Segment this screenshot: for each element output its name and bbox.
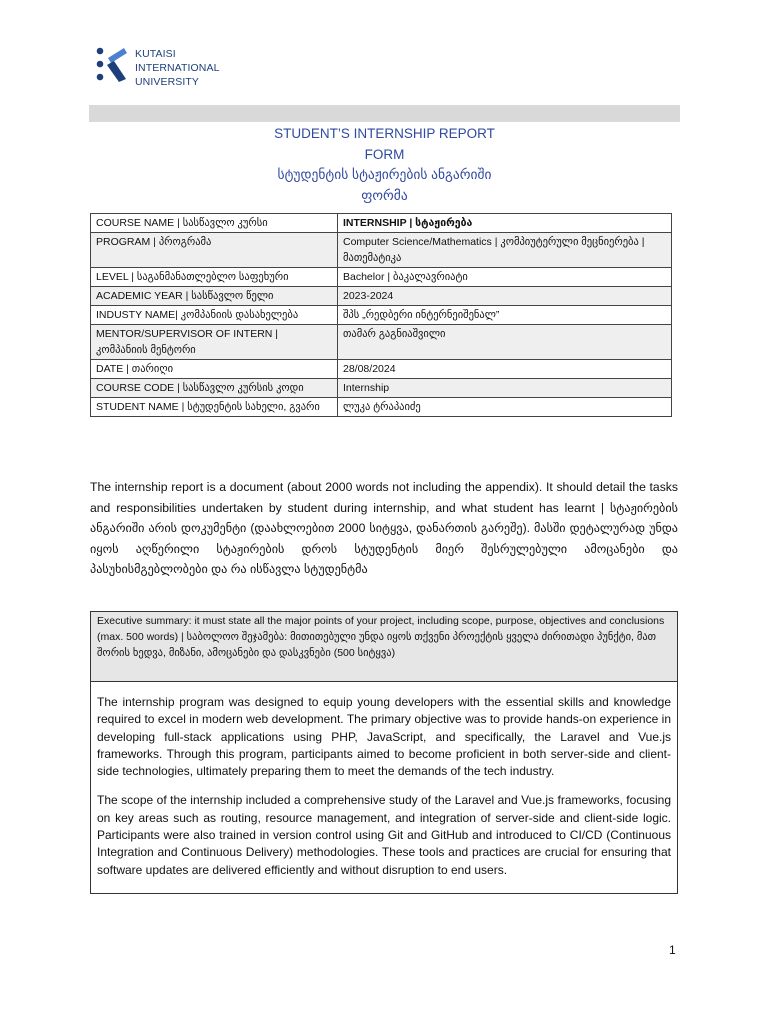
table-value: 2023-2024 xyxy=(338,287,672,306)
report-title xyxy=(89,124,680,206)
course-info-table xyxy=(90,213,672,417)
title-line-1: STUDENT’S INTERNSHIP REPORT xyxy=(274,126,495,141)
table-value: ლუკა ტრაპაიძე xyxy=(338,398,672,417)
report-instructions: The internship report is a document (about 2000 words not including the appendix). It should detail the tasks and responsibilities undertaken by student during internship, and what student has learnt | სტაჟირების ანგარიში არის დოკუმენტი (დაახლოებით 2000 სიტყვა, დანართის გარეშე). მასში დეტალურად უნდა იყოს აღწერილი სტაჟირების დროს სტუდენტის მიერ შესრულებული ამოცანები და პასუხისმგებლობები და რა ისწავლა სტუდენტმა xyxy=(90,480,678,576)
executive-summary-body xyxy=(91,682,677,893)
table-label: LEVEL | საგანმანათლებლო საფეხური xyxy=(91,268,338,287)
title-line-3: სტუდენტის სტაჟირების ანგარიში xyxy=(277,167,492,182)
table-label: COURSE CODE | სასწავლო კურსის კოდი xyxy=(91,379,338,398)
table-row xyxy=(91,306,672,325)
summary-paragraph-2: The scope of the internship included a comprehensive study of the Laravel and Vue.js frameworks, focusing on key areas such as routing, resource management, and integration of server-side and client-side logic. Participants were also trained in version control using Git and GitHub and introduced to CI/CD (Continuous Integration and Continuous Delivery) methodologies. These tools and practices are crucial for ensuring that software updates are delivered efficiently and without disruption to end users. xyxy=(97,793,671,877)
table-value: შპს „რედბერი ინტერნეიშენალ” xyxy=(338,306,672,325)
executive-summary-box xyxy=(90,611,678,894)
page-number: 1 xyxy=(669,943,676,957)
title-line-2: FORM xyxy=(364,146,405,162)
table-label: PROGRAM | პროგრამა xyxy=(91,233,338,268)
table-row xyxy=(91,268,672,287)
summary-paragraph-1: The internship program was designed to equip young developers with the essential skills and knowledge required to excel in modern web development. The primary objective was to provide hands-on experience in developing full-stack applications using PHP, JavaScript, and specifically, the Laravel and Vue.js frameworks. Through this program, participants aimed to become proficient in both server-side and client-side technologies, ultimately preparing them to meet the demands of the tech industry. xyxy=(97,695,671,779)
logo-line-2: INTERNATIONAL xyxy=(135,62,220,74)
table-row xyxy=(91,325,672,360)
table-value: თამარ გაგნიაშვილი xyxy=(338,325,672,360)
table-row xyxy=(91,214,672,233)
table-value: Computer Science/Mathematics | კომპიუტერული მეცნიერება | მათემატიკა xyxy=(338,233,672,268)
table-row xyxy=(91,398,672,417)
university-name xyxy=(135,47,220,89)
title-line-4: ფორმა xyxy=(361,187,408,203)
table-label: DATE | თარიღი xyxy=(91,360,338,379)
table-value: Internship xyxy=(338,379,672,398)
table-row xyxy=(91,379,672,398)
table-row xyxy=(91,360,672,379)
table-label: COURSE NAME | სასწავლო კურსი xyxy=(91,214,338,233)
logo-line-3: UNIVERSITY xyxy=(135,76,200,88)
table-value: 28/08/2024 xyxy=(338,360,672,379)
logo-line-1: KUTAISI xyxy=(135,48,176,60)
table-value: INTERNSHIP | სტაჟირება xyxy=(338,214,672,233)
table-label: STUDENT NAME | სტუდენტის სახელი, გვარი xyxy=(91,398,338,417)
header-divider-bar xyxy=(89,105,680,122)
table-label: MENTOR/SUPERVISOR OF INTERN | კომპანიის მენტორი xyxy=(91,325,338,360)
table-row xyxy=(91,287,672,306)
university-logo-icon xyxy=(94,46,130,91)
table-label: INDUSTY NAME| კომპანიის დასახელება xyxy=(91,306,338,325)
table-row xyxy=(91,233,672,268)
table-label: ACADEMIC YEAR | სასწავლო წელი xyxy=(91,287,338,306)
table-value: Bachelor | ბაკალავრიატი xyxy=(338,268,672,287)
executive-summary-heading: Executive summary: it must state all the major points of your project, including scope, purpose, objectives and conclusions (max. 500 words) | საბოლოო შეჯამება: მითითებული უნდა იყოს თქვენი პროექტის ყველა ძირითადი პუნქტი, მათ შორის ხედვა, მიზანი, ამოცანები და დასკვნები (500 სიტყვა) xyxy=(91,612,677,682)
